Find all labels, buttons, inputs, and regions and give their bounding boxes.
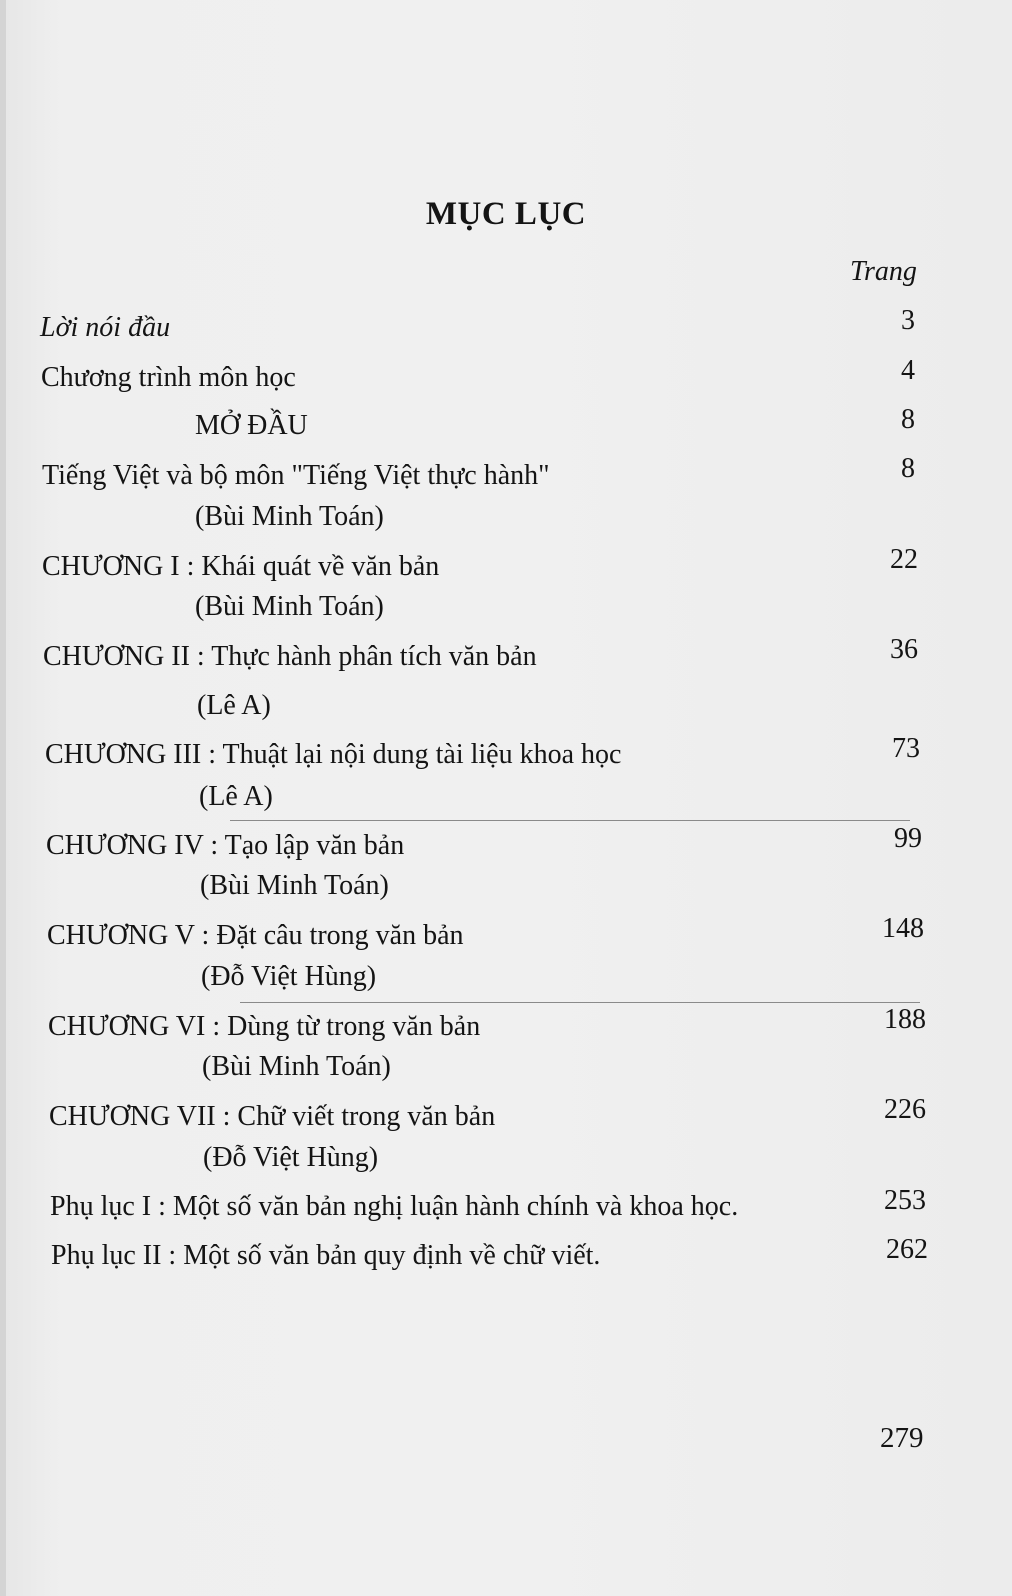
background-rule xyxy=(240,1002,920,1003)
toc-entry-page: 226 xyxy=(884,1094,926,1125)
toc-entry-page: 8 xyxy=(901,453,915,484)
toc-entry-page: 8 xyxy=(901,404,915,435)
toc-entry-title: Tiếng Việt và bộ môn "Tiếng Việt thực hành" xyxy=(42,460,550,491)
page-column-label: Trang xyxy=(850,256,917,287)
toc-entry-author: (Lê A) xyxy=(199,781,273,812)
toc-entry-author: (Bùi Minh Toán) xyxy=(195,591,384,622)
toc-entry-page: 4 xyxy=(901,355,915,386)
toc-entry-title: CHƯƠNG VII : Chữ viết trong văn bản xyxy=(49,1101,496,1132)
page-title: MỤC LỤC xyxy=(425,196,587,232)
toc-entry-title: MỞ ĐẦU xyxy=(195,410,308,441)
toc-entry-page: 99 xyxy=(894,823,922,854)
toc-entry-page: 22 xyxy=(890,544,918,575)
page-edge-shadow xyxy=(0,0,6,1596)
toc-entry-author: (Lê A) xyxy=(197,690,271,721)
toc-entry-page: 36 xyxy=(890,634,918,665)
toc-entry-title: Phụ lục I : Một số văn bản nghị luận hành chính và khoa học. xyxy=(50,1191,739,1222)
background-rule xyxy=(230,820,910,821)
page-number: 279 xyxy=(880,1422,924,1454)
toc-entry-author: (Đỗ Việt Hùng) xyxy=(201,961,377,992)
toc-entry-title: CHƯƠNG VI : Dùng từ trong văn bản xyxy=(48,1011,481,1042)
toc-entry-page: 3 xyxy=(901,305,915,336)
toc-entry-page: 148 xyxy=(882,913,924,944)
toc-entry-author: (Đỗ Việt Hùng) xyxy=(203,1142,379,1173)
toc-entry-title: Phụ lục II : Một số văn bản quy định về chữ viết. xyxy=(51,1240,601,1271)
toc-entry-title: CHƯƠNG II : Thực hành phân tích văn bản xyxy=(43,641,537,672)
toc-entry-title: CHƯƠNG IV : Tạo lập văn bản xyxy=(46,830,405,861)
toc-entry-page: 253 xyxy=(884,1185,926,1216)
toc-entry-title: CHƯƠNG I : Khái quát về văn bản xyxy=(42,551,440,582)
toc-entry-title: CHƯƠNG V : Đặt câu trong văn bản xyxy=(47,920,464,951)
toc-entry-page: 262 xyxy=(886,1234,928,1265)
toc-entry-title: Chương trình môn học xyxy=(41,362,296,393)
toc-entry-author: (Bùi Minh Toán) xyxy=(195,501,384,532)
toc-entry-title: CHƯƠNG III : Thuật lại nội dung tài liệu khoa học xyxy=(45,739,622,770)
toc-entry-page: 73 xyxy=(892,733,920,764)
toc-entry-page: 188 xyxy=(884,1004,926,1035)
toc-entry-author: (Bùi Minh Toán) xyxy=(200,870,389,901)
toc-entry-title: Lời nói đầu xyxy=(40,312,171,343)
toc-entry-author: (Bùi Minh Toán) xyxy=(202,1051,391,1082)
